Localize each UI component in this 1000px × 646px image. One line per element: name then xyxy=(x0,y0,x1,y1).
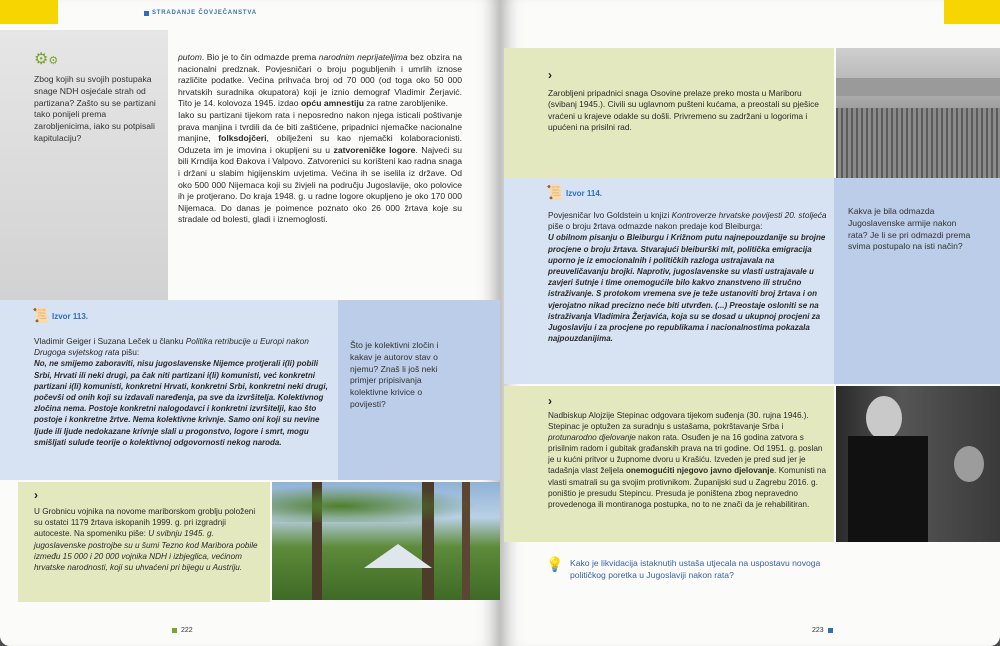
stepinac-text: Nadbiskup Alojzije Stepinac odgovara tijekom suđenja (30. rujna 1946.). Stepinac je optužen za suradnju s ustašama, pokrštavanje Srba i protunarodno djelovanje nakon rata. Osuđen je na 16 godina zatvora s prisilnim radom i gubitak građanskih prava na tri godine. Od 1951. g. poslan je u kućni pritvor u župnome dvoru u Krašiću. Izveden je pred sud jer je tadašnja vlast željela onemogućiti njegovo javno djelovanje. Komunisti na vlasti smatrali su ga svojim protivnikom. Županijski sud u Zagrebu 2016. g. poništio je presudu Stepincu. Presuda je poništena zbog nepravedno provedenoga ili montiranoga postupka, no to ne znači da je rehabilitiran. xyxy=(548,411,827,509)
source-114-text: Povjesničar Ivo Goldstein u knjizi Kontroverze hrvatske povijesti 20. stoljeća piše o broju žrtava odmazde nakon predaje kod Bleiburga: U obilnom pisanju o Bleiburgu i Križnom putu najnepouzdanije su brojne procjene o broju žrtava. Stvarajući bleiburški mit, politička emigracija uporno je iz emocionalnih i političkih razloga ustrajavala na preuveličavanju brojki. Naprotiv, jugoslavenske su vlasti ustrajavale u zavjeri šutnje i time onemogućile bilo kakvo znanstveno ili stručno istraživanje. S protokom vremena sve je teže ustanoviti broj žrtava i on vjerojatno nikad precizno neće biti utvrđen. (...) Preostaje osloniti se na istraživanja Vladimira Žerjavića, koja su se dosad u ukupnoj procjeni za Jugoslaviju i za procjene po republikama i nacionalnostima pokazala najpouzdanijima. xyxy=(548,210,827,344)
gears-icon: ⚙⚙ xyxy=(34,51,59,68)
source-114-question: Kakva je bila odmazda Jugoslavenske armije nakon rata? Je li se pri odmazdi prema svima postupalo na isti način? xyxy=(848,206,971,252)
source-113-text: Vladimir Geiger i Suzana Leček u članku Politika retribucije u Europi nakon Drugoga svjetskog rata pišu: No, ne smijemo zaboraviti, nisu jugoslavenske Nijemce protjerali i(li) pobili Srbi, Hrvati ili neki drugi, pa čak niti partizani i(li) komunisti, već konkretni partizani i(li) komunisti, konkretni Hrvati, konkretni Srbi, konkretni neki drugi, počevši od onih koji su izdavali naređenja, pa sve da izvršitelja. Kolektivnog zločina nema. Postoje konkretni nalogodavci i konkretni izvršitelji, kao što postoje i konkretne žrtve. Nema kolektivne krivnje. Samo oni koji su nevine ljude ili ljude nedokazane krivnje slali u progonstvo, logore i smrt, mogu smišljati sulude teorije o kolektivnoj odgovornosti nekog naroda. xyxy=(34,336,328,447)
tezno-memorial-photo xyxy=(272,482,500,600)
header-marker xyxy=(144,11,149,16)
section-title: STRADANJE ČOVJEČANSTVA xyxy=(152,10,257,16)
chevron-right-icon: › xyxy=(548,394,552,408)
main-text: putom. Bio je to čin odmazde prema narodnim neprijateljima bez obzira na nacionalni predznak. Povjesničari o broju pogubljenih i umrlih iznose različite podatke. Većina prihvaća broj od 70 000 (od toga oko 50 000 hrvatskih suradnika okupatora) koji je iznio demograf Vladimir Žerjavić. Tito je 14. kolovoza 1945. izdao opću amnestiju za ratne zarobljenike. Iako su partizani tijekom rata i neposredno nakon njega isticali poštivanje prava manjina i tvrdili da će biti zaštićene, pripadnici njemačke nacionalne manjine, folksdojčeri, obilježeni su kao njemački kolaboracionisti. Oduzeta im je imovina i okupljeni su u zatvoreničke logore. Najveći su bili Krndija kod Đakova i Valpovo. Zatvorenici su korišteni kao radna snaga i držani u slabim higijenskim uvjetima. Većina ih se iselila iz države. Od oko 500 000 Nijemaca koji su živjeli na području Jugoslavije, oko polovice ih je protjerano. Do kraja 1948. g. u radne logore okupljeno je oko 170 000 Nijemaca. Do danas je poimence poznato oko 26 000 žrtava koje su stradale od bolesti, gladi i iznemoglosti. xyxy=(178,52,463,225)
source-113-label: Izvor 113. xyxy=(52,312,89,321)
source-113-question: Što je kolektivni zločin i kakav je autorov stav o njemu? Znaš li još neki primjer pripisivanja kolektivne krivice o povijesti? xyxy=(350,340,439,409)
source-114-label: Izvor 114. xyxy=(566,189,603,198)
chevron-right-icon: › xyxy=(34,488,38,502)
right-page xyxy=(500,0,1000,646)
maribor-text: Zarobljeni pripadnici snaga Osovine prelaze preko mosta u Mariboru (svibanj 1945.). Civili su uglavnom pušteni kućama, a preostali su pješice vraćeni u krajeve odakle su došli. Privremeno su zadržani u logorima i upućeni na prisilni rad. xyxy=(548,88,819,133)
discussion-question: Zbog kojih su svojih postupaka snage NDH osjećale strah od partizana? Zašto su se partizani tako ponijeli prema zarobljenicima, iako su potpisali kapitulaciju? xyxy=(34,74,156,143)
corner-accent-right xyxy=(944,0,1000,24)
chevron-right-icon: › xyxy=(548,68,552,82)
lightbulb-icon: 💡 xyxy=(546,556,564,572)
page-number-right: 223 xyxy=(812,627,837,634)
page-number-left: 222 xyxy=(168,627,193,634)
bottom-question: Kako je likvidacija istaknutih ustaša utjecala na uspostavu novoga političkog poretka u Jugoslaviji nakon rata? xyxy=(570,558,821,580)
scroll-icon: 📜 xyxy=(546,184,564,200)
question-sidebar xyxy=(0,30,168,300)
tezno-text: U Grobnicu vojnika na novome mariborskom groblju položeni su ostatci 1179 žrtava iskopanih 1999. g. pri izgradnji autoceste. Na spomeniku piše: U svibnju 1945. g. jugoslavenske postrojbe su u šumi Tezno kod Maribora pobile između 15 000 i 20 000 vojnika NDH i izbjeglica, većinom hrvatske narodnosti, koji su uhvaćeni pri bijegu u Austriju. xyxy=(34,507,258,573)
stepinac-trial-photo xyxy=(836,386,1000,542)
scroll-icon: 📜 xyxy=(32,307,50,323)
corner-accent xyxy=(0,0,58,24)
maribor-bridge-photo xyxy=(836,48,1000,178)
